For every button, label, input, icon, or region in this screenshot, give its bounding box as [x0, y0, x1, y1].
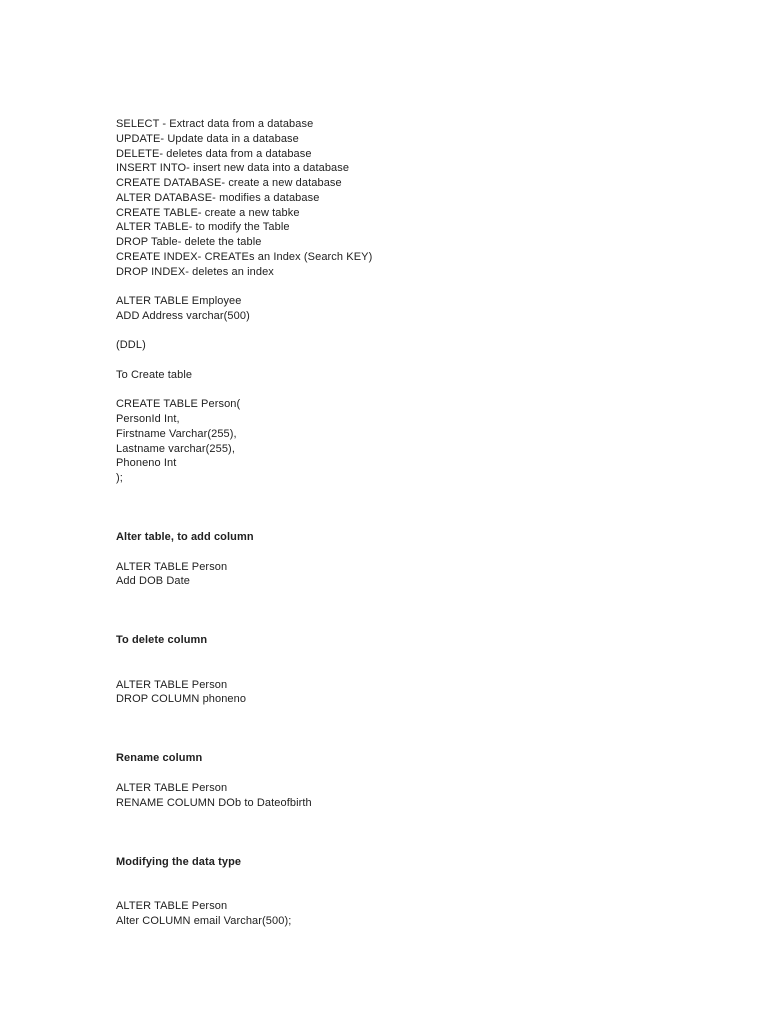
- alter-table-alter-column-email: [116, 899, 728, 929]
- text-line: );: [116, 472, 123, 484]
- alter-table-drop-phoneno: [116, 678, 728, 708]
- section-heading: Modifying the data type: [116, 855, 242, 868]
- text-line: ALTER TABLE- to modify the Table: [116, 221, 290, 234]
- text-line: CREATE TABLE- create a new tabke: [116, 206, 300, 219]
- text-line: DROP INDEX- deletes an index: [116, 265, 274, 278]
- alter-table-add-dob: [116, 560, 728, 590]
- text-line: To Create table: [116, 368, 193, 381]
- heading-to-delete-column: [116, 633, 728, 648]
- text-line: Phoneno Int: [116, 457, 177, 470]
- alter-table-rename-dob: [116, 781, 728, 811]
- alter-table-employee: [116, 294, 728, 324]
- text-line: CREATE TABLE Person(: [116, 398, 241, 411]
- text-line: DROP COLUMN phoneno: [116, 693, 247, 706]
- text-line: ADD Address varchar(500): [116, 309, 250, 322]
- sql-commands-list: [116, 117, 728, 279]
- section-heading: Alter table, to add column: [116, 531, 254, 543]
- text-line: Alter COLUMN email Varchar(500);: [116, 914, 292, 927]
- heading-alter-table-add-column: [116, 530, 728, 545]
- text-line: DROP Table- delete the table: [116, 236, 262, 248]
- text-line: (DDL): [116, 339, 146, 352]
- text-line: Firstname Varchar(255),: [116, 427, 237, 440]
- heading-rename-column: [116, 751, 728, 766]
- text-line: Add DOB Date: [116, 575, 190, 588]
- document-text-column: [116, 117, 728, 928]
- text-line: INSERT INTO- insert new data into a database: [116, 162, 350, 175]
- text-line: CREATE DATABASE- create a new database: [116, 177, 342, 189]
- text-line: ALTER TABLE Person: [116, 560, 228, 573]
- to-create-table-note: [116, 368, 728, 383]
- create-table-person-statement: [116, 397, 728, 486]
- heading-modifying-data-type: [116, 855, 728, 870]
- section-heading: Rename column: [116, 752, 203, 765]
- text-line: Lastname varchar(255),: [116, 442, 235, 455]
- text-line: ALTER TABLE Employee: [116, 295, 242, 307]
- text-line: ALTER TABLE Person: [116, 781, 228, 794]
- text-line: SELECT - Extract data from a database: [116, 118, 314, 130]
- text-line: RENAME COLUMN DOb to Dateofbirth: [116, 796, 312, 809]
- text-line: DELETE- deletes data from a database: [116, 147, 312, 160]
- text-line: ALTER TABLE Person: [116, 678, 228, 691]
- text-line: CREATE INDEX- CREATEs an Index (Search KEY): [116, 250, 373, 263]
- text-line: ALTER DATABASE- modifies a database: [116, 191, 320, 204]
- text-line: ALTER TABLE Person: [116, 899, 228, 912]
- text-line: UPDATE- Update data in a database: [116, 132, 299, 145]
- ddl-note: [116, 338, 728, 353]
- section-heading: To delete column: [116, 634, 208, 647]
- text-line: PersonId Int,: [116, 413, 180, 425]
